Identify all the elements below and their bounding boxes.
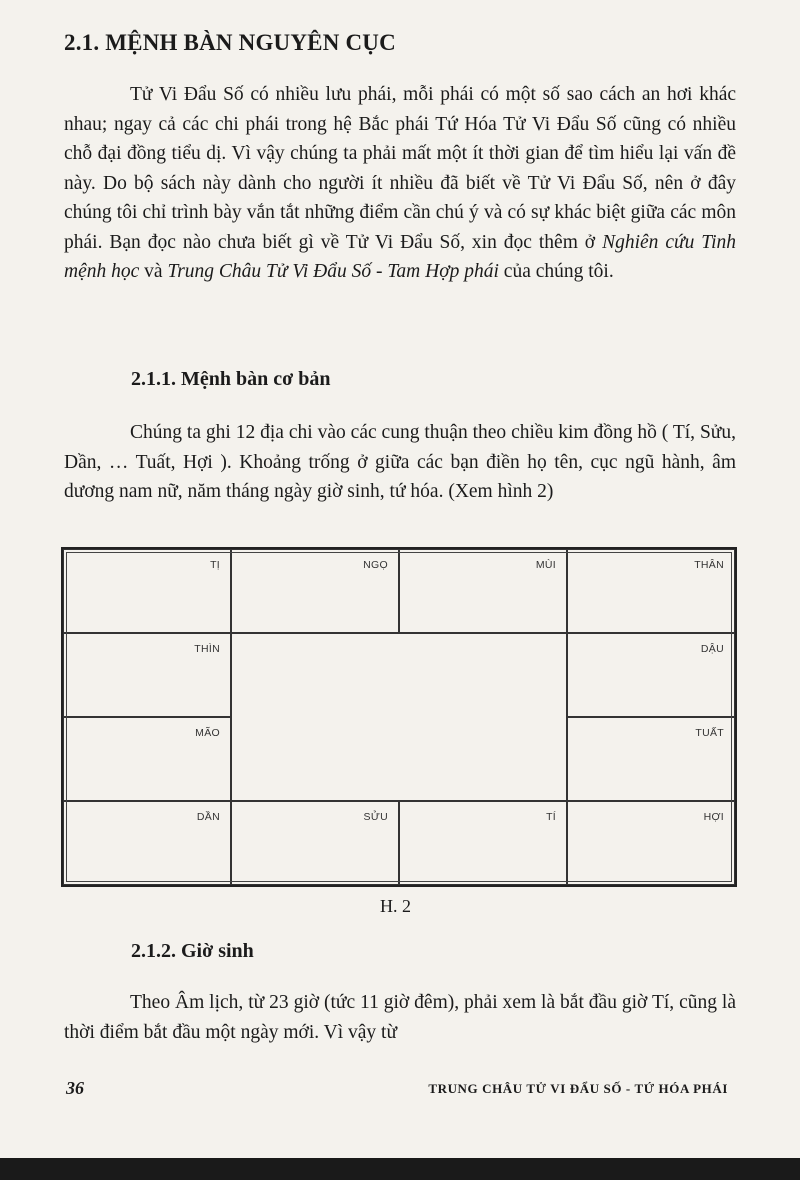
subsection-title-birth-hour: 2.1.2. Giờ sinh [131,940,254,962]
palace-label: TỊ [210,559,220,571]
palace-label: THÂN [694,559,724,571]
intro-text: Tử Vi Đẩu Số có nhiều lưu phái, mỗi phái có một số sao cách an hơi khác nhau; ngay cả các chi phái trong hệ Bắc phái Tứ Hóa Tử Vi Đẩu Số cũng có nhiều chỗ đại đồng tiểu dị. Vì vậy chúng ta phải mất một ít thời gian để tìm hiểu lại vấn đề này. Do bộ sách này dành cho người ít nhiều đã biết về Tử Vi Đẩu Số, nên ở đây chúng tôi chỉ trình bày vắn tắt những điểm cần chú ý và có sự khác biệt giữa các môn phái. Bạn đọc nào chưa biết gì về Tử Vi Đẩu Số, xin đọc thêm ở [64,84,736,253]
book-title-1: Nghiên cứu Tinh mệnh học [64,231,736,282]
palace-cell-mui [399,549,567,633]
intro-ending: của chúng tôi. [498,261,614,282]
palace-cell-ty [399,801,567,885]
page-number: 36 [66,1078,84,1098]
screen-bottom-bar [0,1158,800,1180]
intro-joiner: và [139,261,168,282]
palace-label: HỢI [703,811,724,823]
destiny-chart-grid [61,547,737,887]
palace-label: DẬU [700,643,724,655]
palace-label: SỬU [363,811,388,823]
palace-cell-suu [231,801,399,885]
running-footer-title: TRUNG CHÂU TỬ VI ĐẨU SỐ - TỨ HÓA PHÁI [428,1081,728,1096]
palace-cell-tuat [567,717,735,801]
palace-cell-than [567,549,735,633]
palace-label: MÃO [195,727,220,739]
palace-label: NGỌ [363,559,388,571]
palace-cell-dan [63,801,231,885]
birth-hour-paragraph: Theo Âm lịch, từ 23 giờ (tức 11 giờ đêm), phải xem là bắt đầu giờ Tí, cũng là thời điểm bắt đầu một ngày mới. Vì vậy từ [64,992,736,1043]
palace-cell-thin [63,633,231,717]
palace-cell-hoi [567,801,735,885]
palace-label: TÍ [546,811,556,823]
figure-caption: H. 2 [380,896,411,916]
palace-cell-ti [63,549,231,633]
section-heading: 2.1. MỆNH BÀN NGUYÊN CỤC [64,30,396,55]
subsection-title-basic-chart: 2.1.1. Mệnh bàn cơ bản [131,368,331,390]
intro-paragraph [64,80,736,287]
chart-center-area [231,633,567,801]
palace-label: TUẤT [695,727,724,739]
palace-cell-mao [63,717,231,801]
palace-label: DẦN [196,811,220,823]
basic-chart-paragraph: Chúng ta ghi 12 địa chi vào các cung thuận theo chiều kim đồng hồ ( Tí, Sửu, Dần, … Tuất, Hợi ). Khoảng trống ở giữa các bạn điền họ tên, cục ngũ hành, âm dương nam nữ, năm tháng ngày giờ sinh, tứ hóa. (Xem hình 2) [64,422,736,502]
book-title-2: Trung Châu Tử Vi Đẩu Số - Tam Hợp phái [167,261,499,282]
palace-label: MÙI [535,559,556,571]
palace-cell-ngo [231,549,399,633]
palace-label: THÌN [194,643,220,655]
palace-cell-dau [567,633,735,717]
